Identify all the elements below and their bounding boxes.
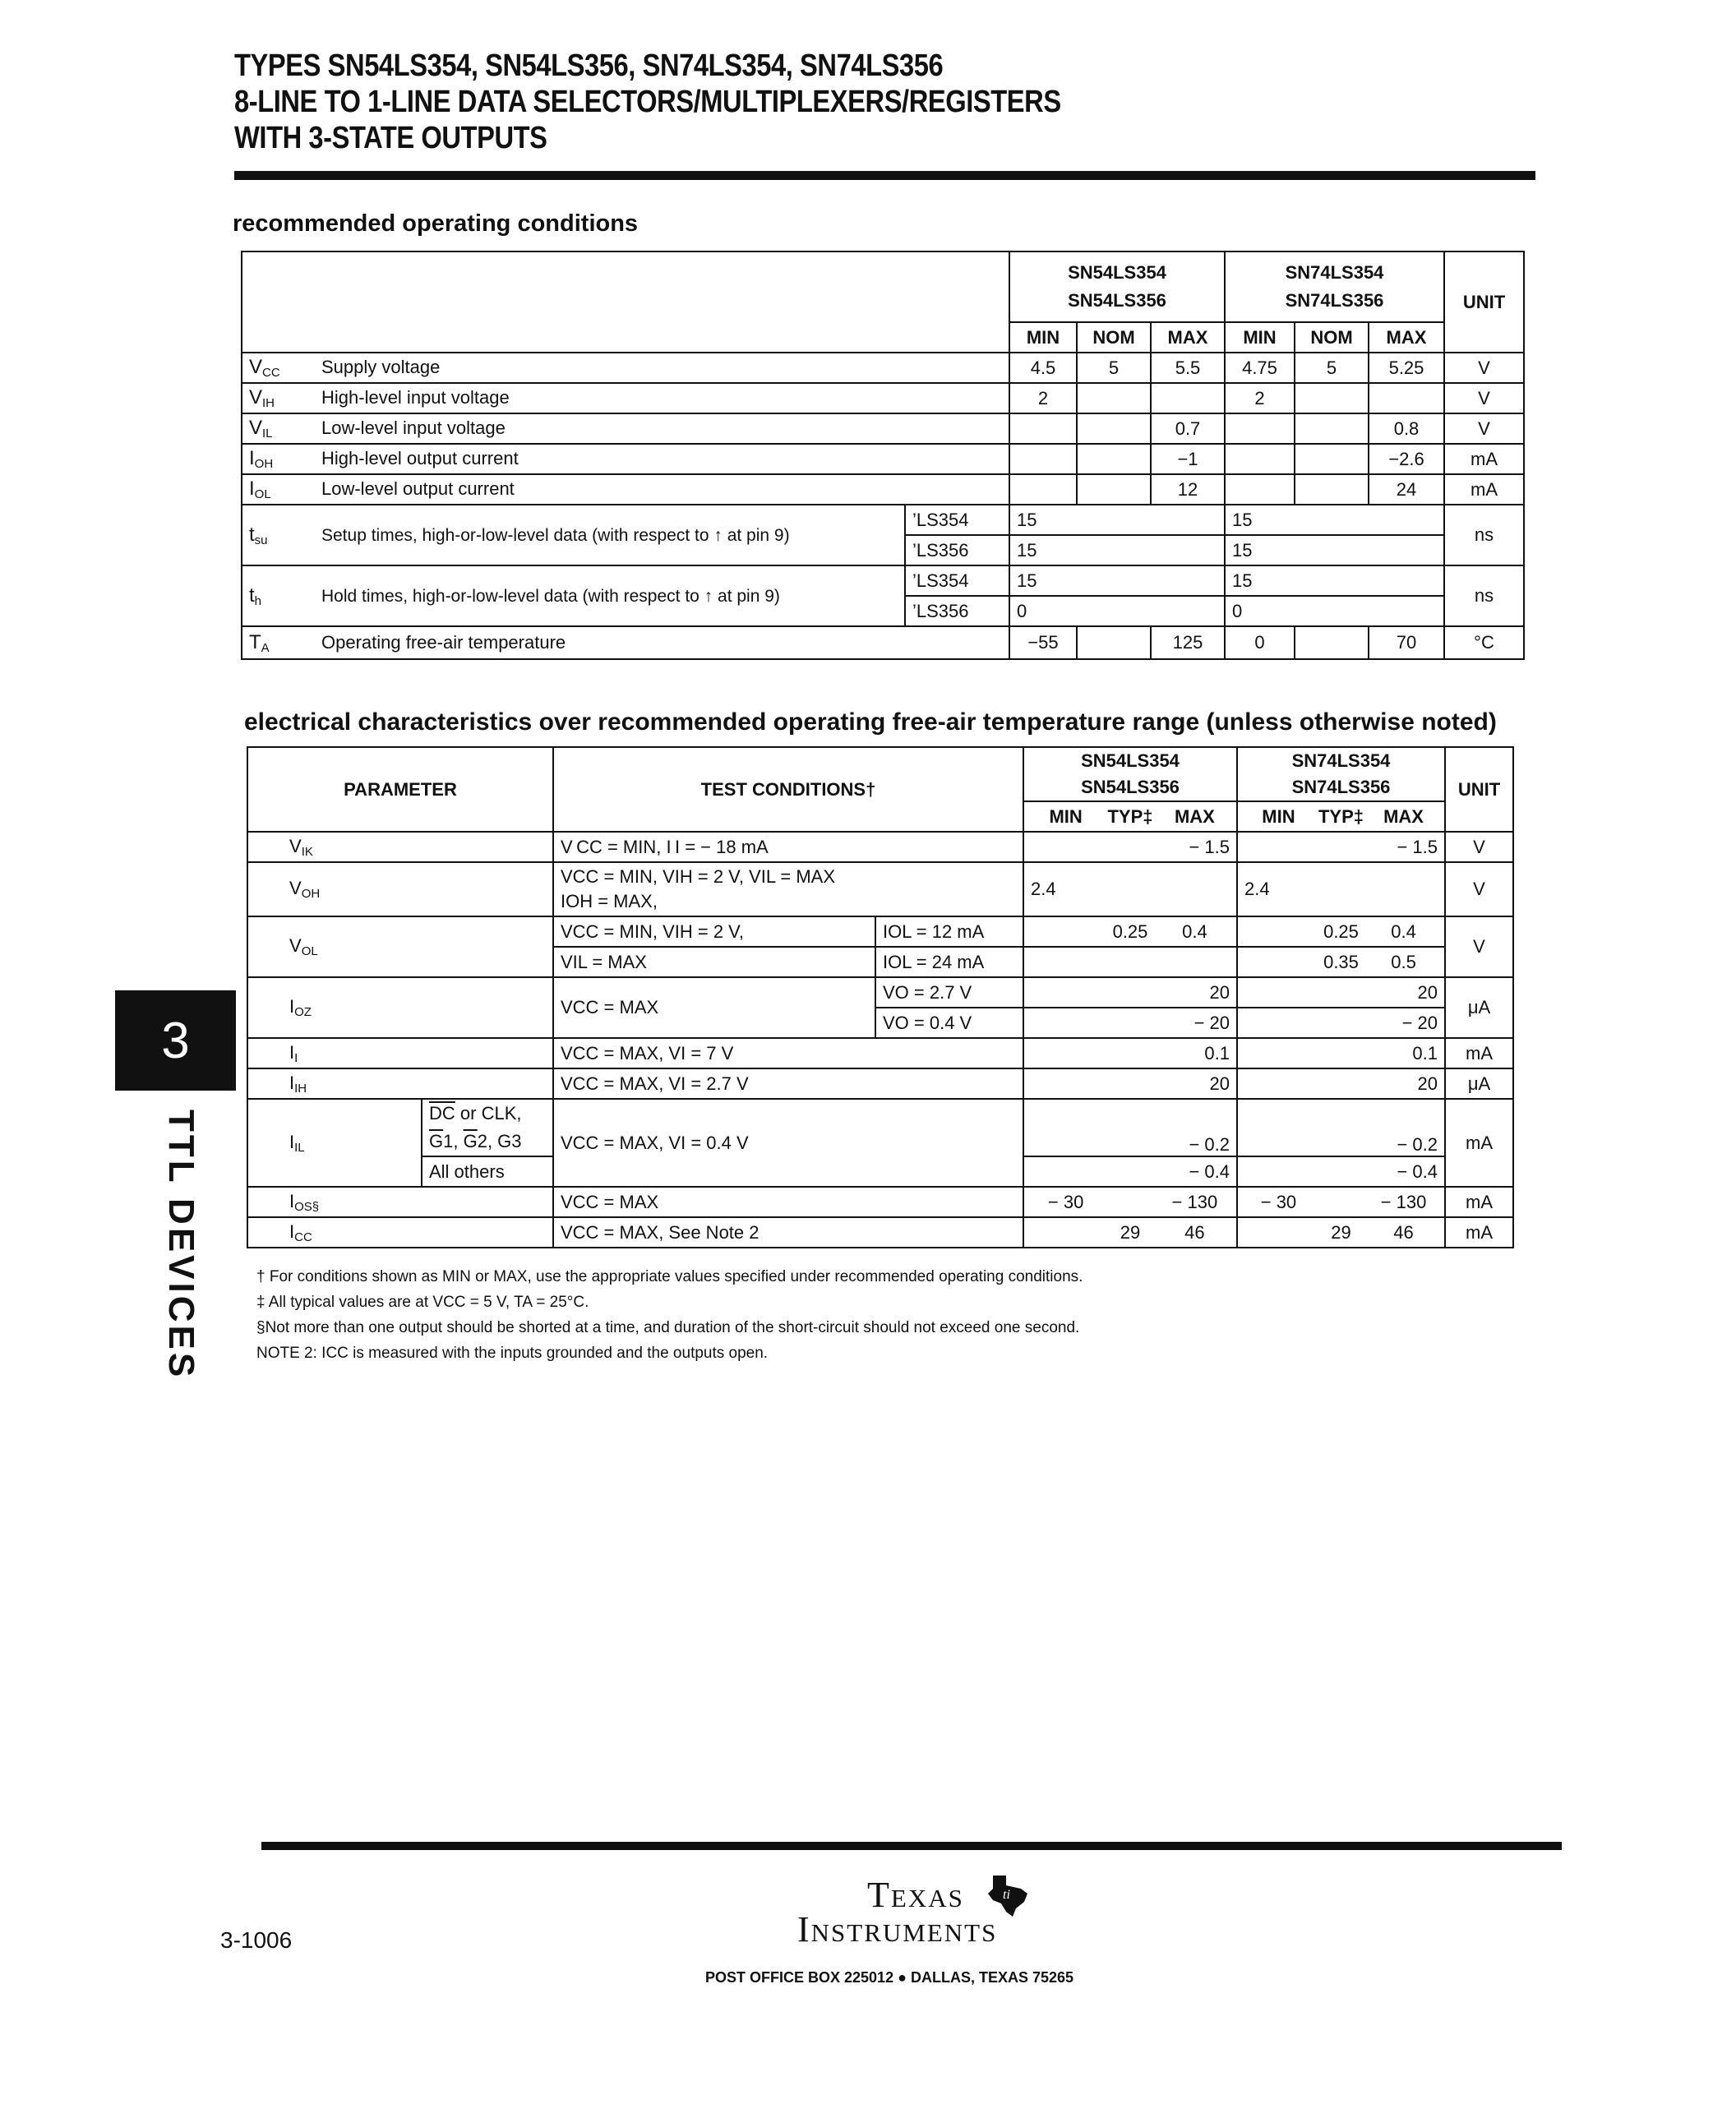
roc-cell bbox=[1009, 413, 1077, 444]
roc-sub-max: MAX bbox=[1369, 322, 1444, 353]
ec-header-test-conditions: TEST CONDITIONS† bbox=[553, 747, 1023, 832]
roc-heading: recommended operating conditions bbox=[233, 210, 639, 237]
roc-sub-max: MAX bbox=[1151, 322, 1225, 353]
svg-text:ti: ti bbox=[1003, 1888, 1010, 1902]
roc-row-label: $V_{IL}$ Low-level input voltage bbox=[242, 413, 1009, 444]
roc-unit: V bbox=[1444, 383, 1524, 413]
roc-cell: 15 bbox=[1009, 505, 1225, 535]
logo-instruments: Instruments bbox=[797, 1909, 998, 1949]
ec-test-vik: V CC = MIN, I I = − 18 mA bbox=[553, 832, 1023, 862]
ec-cell-vol-74-1: 0.25 0.4 bbox=[1237, 916, 1445, 947]
ec-cell: 2.4 bbox=[1023, 862, 1237, 916]
ec-test-icc: VCC = MAX, See Note 2 bbox=[553, 1217, 1023, 1248]
ec-param-ii: $I_I$ bbox=[247, 1038, 553, 1068]
ec-cell-ios-54: − 30 − 130 bbox=[1023, 1187, 1237, 1217]
roc-cell: 5 bbox=[1077, 353, 1151, 383]
ec-unit: μA bbox=[1445, 1068, 1513, 1099]
roc-cell bbox=[1077, 474, 1151, 505]
ec-cell: − 0.2 bbox=[1237, 1099, 1445, 1156]
ec-cond-ioz-2: VO = 0.4 V bbox=[875, 1008, 1023, 1038]
roc-unit: V bbox=[1444, 353, 1524, 383]
ec-cell: − 0.2 bbox=[1023, 1099, 1237, 1156]
ec-test-ioz: VCC = MAX bbox=[553, 977, 875, 1038]
ec-cell: − 1.5 bbox=[1023, 832, 1237, 862]
roc-cell: 2 bbox=[1225, 383, 1295, 413]
roc-cell: 15 bbox=[1225, 565, 1444, 596]
roc-row-label: $T_A$ Operating free-air temperature bbox=[242, 626, 1009, 659]
roc-cell bbox=[1295, 444, 1369, 474]
ec-param-ios: $I_{OS\S}$ bbox=[247, 1187, 553, 1217]
header-rule bbox=[234, 171, 1535, 180]
roc-blank-header bbox=[242, 251, 1009, 353]
ec-cond-vol-2: IOL = 24 mA bbox=[875, 947, 1023, 977]
ec-cell: − 20 bbox=[1023, 1008, 1237, 1038]
ec-unit: V bbox=[1445, 862, 1513, 916]
roc-part: ’LS356 bbox=[905, 535, 1009, 565]
texas-state-icon bbox=[985, 1872, 1031, 1918]
footnotes bbox=[256, 1264, 1083, 1366]
ec-cond-vol-1: IOL = 12 mA bbox=[875, 916, 1023, 947]
ec-param-vik: $V_{IK}$ bbox=[247, 832, 553, 862]
ec-cell: 0.1 bbox=[1023, 1038, 1237, 1068]
footnote-section: §Not more than one output should be shorted at a time, and duration of the short-circuit should not exceed one second. bbox=[256, 1319, 1080, 1336]
ec-cell: 2.4 bbox=[1237, 862, 1445, 916]
ec-sub-headers-74: MIN TYP‡ MAX bbox=[1237, 801, 1445, 832]
roc-row-label-th: $t_h$ Hold times, high-or-low-level data (with respect to ↑ at pin 9) bbox=[242, 565, 905, 626]
ec-cell: − 1.5 bbox=[1237, 832, 1445, 862]
ec-test-vol-1: VCC = MIN, VIH = 2 V, bbox=[553, 916, 875, 947]
roc-cell bbox=[1009, 444, 1077, 474]
roc-cell: 125 bbox=[1151, 626, 1225, 659]
roc-cell: 5.5 bbox=[1151, 353, 1225, 383]
roc-cell: −55 bbox=[1009, 626, 1077, 659]
ec-test-ii: VCC = MAX, VI = 7 V bbox=[553, 1038, 1023, 1068]
roc-cell bbox=[1295, 413, 1369, 444]
title-line-2: 8-LINE TO 1-LINE DATA SELECTORS/MULTIPLEXERS/REGISTERS bbox=[234, 85, 1061, 119]
roc-cell: 0.7 bbox=[1151, 413, 1225, 444]
ec-header-sn54: SN54LS354 SN54LS356 bbox=[1023, 747, 1237, 801]
page-number: 3-1006 bbox=[220, 1927, 293, 1953]
roc-cell bbox=[1225, 474, 1295, 505]
roc-unit: mA bbox=[1444, 444, 1524, 474]
ec-cond-ioz-1: VO = 2.7 V bbox=[875, 977, 1023, 1008]
roc-cell: 0 bbox=[1225, 626, 1295, 659]
ec-cell: 20 bbox=[1023, 977, 1237, 1008]
roc-cell bbox=[1077, 444, 1151, 474]
ec-test-voh: VCC = MIN, VIH = 2 V, VIL = MAX IOH = MAX, bbox=[553, 862, 1023, 916]
ec-param-ioz: $I_{OZ}$ bbox=[247, 977, 553, 1038]
roc-cell: 5 bbox=[1295, 353, 1369, 383]
ec-cell: 0.1 bbox=[1237, 1038, 1445, 1068]
roc-cell: 15 bbox=[1225, 505, 1444, 535]
ec-param-voh: $V_{OH}$ bbox=[247, 862, 553, 916]
ec-cell-vol-54: 0.25 0.4 bbox=[1023, 916, 1237, 947]
ec-cell: − 0.4 bbox=[1023, 1156, 1237, 1187]
roc-cell: −2.6 bbox=[1369, 444, 1444, 474]
ec-pins-iil-2: All others bbox=[422, 1156, 553, 1187]
ec-cell: − 0.4 bbox=[1237, 1156, 1445, 1187]
ec-param-icc: $I_{CC}$ bbox=[247, 1217, 553, 1248]
roc-part: ’LS356 bbox=[905, 596, 1009, 626]
roc-row-label: $V_{CC}$ Supply voltage bbox=[242, 353, 1009, 383]
title-line-1: TYPES SN54LS354, SN54LS356, SN74LS354, SN74LS356 bbox=[234, 48, 944, 83]
roc-part: ’LS354 bbox=[905, 565, 1009, 596]
roc-header-unit: UNIT bbox=[1444, 251, 1524, 353]
roc-header-sn74: SN74LS354 SN74LS356 bbox=[1225, 251, 1444, 322]
ec-heading: electrical characteristics over recommended operating free-air temperature range (unless otherwise noted) bbox=[244, 708, 1497, 736]
ec-cell-vol-74-2: 0.35 0.5 bbox=[1237, 947, 1445, 977]
roc-cell bbox=[1009, 474, 1077, 505]
ec-cell: − 20 bbox=[1237, 1008, 1445, 1038]
footnote-dagger: † For conditions shown as MIN or MAX, use the appropriate values specified under recommended operating conditions. bbox=[256, 1268, 1083, 1285]
ec-cell-ios-74: − 30 − 130 bbox=[1237, 1187, 1445, 1217]
roc-cell bbox=[1295, 383, 1369, 413]
roc-cell bbox=[1295, 626, 1369, 659]
roc-sub-min: MIN bbox=[1009, 322, 1077, 353]
ec-unit: V bbox=[1445, 916, 1513, 977]
ec-cell-icc-74: 29 46 bbox=[1237, 1217, 1445, 1248]
roc-cell bbox=[1225, 444, 1295, 474]
ec-unit: mA bbox=[1445, 1099, 1513, 1187]
roc-cell bbox=[1077, 383, 1151, 413]
roc-cell bbox=[1295, 474, 1369, 505]
roc-row-label: $V_{IH}$ High-level input voltage bbox=[242, 383, 1009, 413]
roc-row-label: $I_{OH}$ High-level output current bbox=[242, 444, 1009, 474]
roc-cell: 15 bbox=[1009, 565, 1225, 596]
address: POST OFFICE BOX 225012 ● DALLAS, TEXAS 75265 bbox=[705, 1969, 1074, 1986]
roc-sub-min: MIN bbox=[1225, 322, 1295, 353]
roc-row-label: $I_{OL}$ Low-level output current bbox=[242, 474, 1009, 505]
ec-unit: mA bbox=[1445, 1038, 1513, 1068]
roc-row-label-tsu: $t_{su}$ Setup times, high-or-low-level data (with respect to ↑ at pin 9) bbox=[242, 505, 905, 565]
ec-sub-headers-54: MIN TYP‡ MAX bbox=[1023, 801, 1237, 832]
document-title bbox=[234, 48, 1549, 156]
ec-table bbox=[247, 746, 1514, 1248]
roc-sub-nom: NOM bbox=[1077, 322, 1151, 353]
roc-part: ’LS354 bbox=[905, 505, 1009, 535]
ec-unit: V bbox=[1445, 832, 1513, 862]
roc-table bbox=[241, 251, 1525, 660]
roc-unit: V bbox=[1444, 413, 1524, 444]
ec-unit: mA bbox=[1445, 1187, 1513, 1217]
roc-cell: 4.75 bbox=[1225, 353, 1295, 383]
roc-cell: 70 bbox=[1369, 626, 1444, 659]
roc-cell: 2 bbox=[1009, 383, 1077, 413]
roc-cell: 4.5 bbox=[1009, 353, 1077, 383]
roc-cell: −1 bbox=[1151, 444, 1225, 474]
ec-pins-iil-1: $\overline{DC}$ or CLK, $\overline{G}1$, $\overline{G}2$, G3 bbox=[422, 1099, 553, 1156]
roc-sub-nom: NOM bbox=[1295, 322, 1369, 353]
footnote-double-dagger: ‡ All typical values are at VCC = 5 V, TA = 25°C. bbox=[256, 1294, 589, 1311]
roc-unit: ns bbox=[1444, 505, 1524, 565]
roc-unit: mA bbox=[1444, 474, 1524, 505]
ec-header-parameter: PARAMETER bbox=[247, 747, 553, 832]
footer-rule bbox=[261, 1842, 1562, 1850]
roc-cell bbox=[1225, 413, 1295, 444]
title-line-3: WITH 3-STATE OUTPUTS bbox=[234, 121, 547, 155]
ec-unit: μA bbox=[1445, 977, 1513, 1038]
ec-unit: mA bbox=[1445, 1217, 1513, 1248]
roc-header-sn54: SN54LS354 SN54LS356 bbox=[1009, 251, 1225, 322]
ec-header-unit: UNIT bbox=[1445, 747, 1513, 832]
ec-param-iil: $I_{IL}$ bbox=[247, 1099, 422, 1187]
ec-param-iih: $I_{IH}$ bbox=[247, 1068, 553, 1099]
section-tab-label: TTL DEVICES bbox=[161, 1110, 201, 1381]
roc-unit: ns bbox=[1444, 565, 1524, 626]
roc-cell bbox=[1369, 383, 1444, 413]
roc-cell: 12 bbox=[1151, 474, 1225, 505]
ec-header-sn74: SN74LS354 SN74LS356 bbox=[1237, 747, 1445, 801]
roc-cell: 15 bbox=[1225, 535, 1444, 565]
roc-cell: 0 bbox=[1009, 596, 1225, 626]
section-tab-number: 3 bbox=[115, 990, 236, 1091]
ec-cell-icc-54: 29 46 bbox=[1023, 1217, 1237, 1248]
ec-param-vol: $V_{OL}$ bbox=[247, 916, 553, 977]
ec-cell-empty bbox=[1023, 947, 1237, 977]
roc-cell: 0 bbox=[1225, 596, 1444, 626]
ec-test-iih: VCC = MAX, VI = 2.7 V bbox=[553, 1068, 1023, 1099]
roc-cell: 15 bbox=[1009, 535, 1225, 565]
roc-cell: 0.8 bbox=[1369, 413, 1444, 444]
ec-test-iil: VCC = MAX, VI = 0.4 V bbox=[553, 1099, 1023, 1187]
ec-cell: 20 bbox=[1237, 977, 1445, 1008]
roc-cell bbox=[1151, 383, 1225, 413]
roc-cell: 24 bbox=[1369, 474, 1444, 505]
roc-cell bbox=[1077, 626, 1151, 659]
roc-cell bbox=[1077, 413, 1151, 444]
ec-test-vol-2: VIL = MAX bbox=[553, 947, 875, 977]
footnote-note-2: NOTE 2: ICC is measured with the inputs grounded and the outputs open. bbox=[256, 1345, 769, 1362]
roc-cell: 5.25 bbox=[1369, 353, 1444, 383]
ec-cell: 20 bbox=[1237, 1068, 1445, 1099]
ec-test-ios: VCC = MAX bbox=[553, 1187, 1023, 1217]
ec-cell: 20 bbox=[1023, 1068, 1237, 1099]
ti-logo bbox=[773, 1872, 1167, 1963]
logo-texas: Texas bbox=[867, 1875, 964, 1915]
roc-unit: °C bbox=[1444, 626, 1524, 659]
